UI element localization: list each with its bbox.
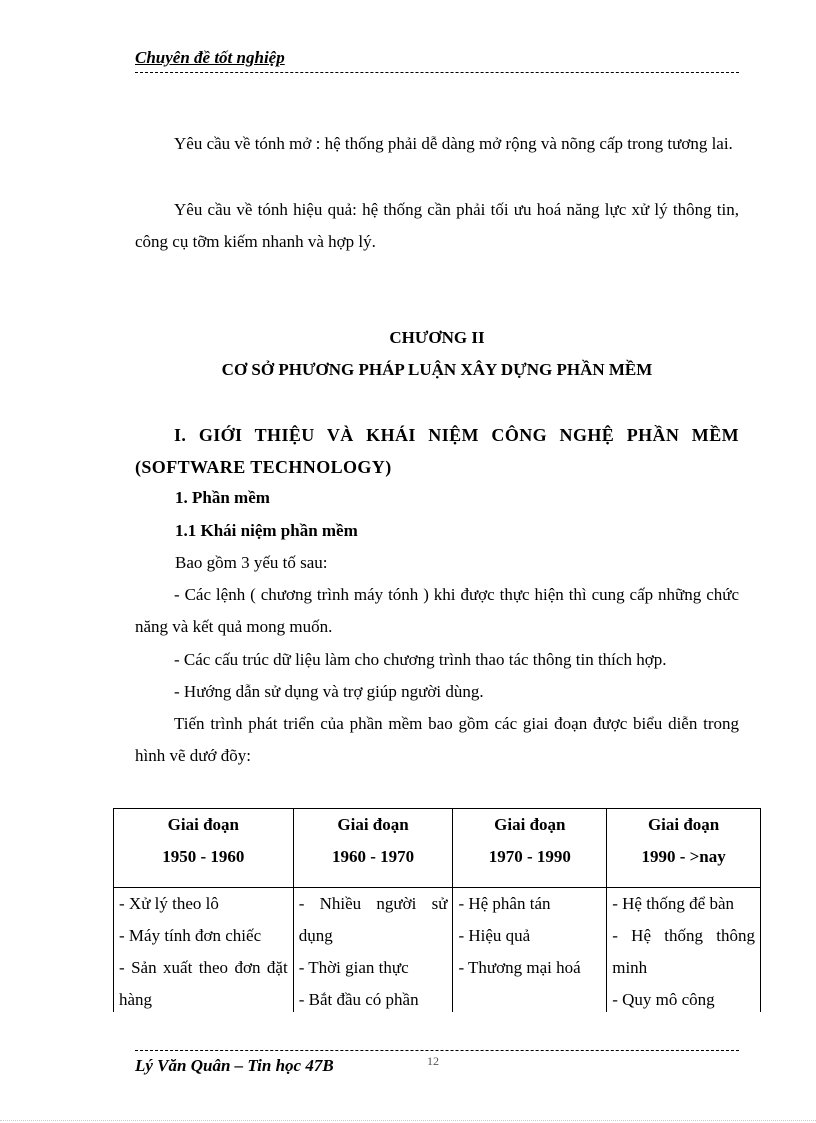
header-title: Chuyên đề tốt nghiệp <box>135 48 285 67</box>
table-header-row <box>114 809 761 888</box>
subheading-1: 1. Phần mềm <box>175 488 270 507</box>
page-edge-divider <box>0 1120 816 1121</box>
table-header-cell: Giai đoạn 1990 - >nay <box>607 809 761 888</box>
footer-divider <box>135 1050 739 1051</box>
subheading-1-1: 1.1 Khái niệm phần mềm <box>175 521 358 540</box>
chapter-number: CHƯƠNG II <box>389 328 485 347</box>
page-break-mask <box>113 1012 763 1052</box>
table-cell: - Nhiều người sử dụng - Thời gian thực - Bắt đầu có phần <box>293 888 453 1017</box>
table-header-cell: Giai đoạn 1970 - 1990 <box>453 809 607 888</box>
list-item-1: - Các lệnh ( chương trình máy tónh ) khi được thực hiện thì cung cấp những chức năng và kết quả mong muốn. <box>135 585 739 636</box>
page-footer <box>135 1056 739 1078</box>
table-cell: - Hệ phân tán - Hiệu quả - Thương mại hoá <box>453 888 607 1017</box>
process-paragraph: Tiến trình phát triển của phần mềm bao gồm các giai đoạn được biểu diễn trong hình vẽ dướ đõy: <box>135 714 739 765</box>
table-header-cell: Giai đoạn 1950 - 1960 <box>114 809 294 888</box>
page-header <box>135 48 739 73</box>
page-number: 12 <box>427 1054 439 1068</box>
chapter-title: CƠ SỞ PHƯƠNG PHÁP LUẬN XÂY DỰNG PHẦN MỀM <box>221 360 653 379</box>
intro-line: Bao gồm 3 yếu tố sau: <box>175 553 328 572</box>
list-item-3: - Hướng dẫn sử dụng và trợ giúp người dùng. <box>174 682 484 701</box>
table-row <box>114 888 761 1017</box>
table-cell: - Xử lý theo lô - Máy tính đơn chiếc - Sản xuất theo đơn đặt hàng <box>114 888 294 1017</box>
stages-table <box>113 808 761 1017</box>
list-item-2: - Các cấu trúc dữ liệu làm cho chương trình thao tác thông tin thích hợp. <box>174 650 667 669</box>
intro-paragraph-1: Yêu cầu về tónh mở : hệ thống phải dễ dàng mở rộng và nõng cấp trong tương lai. <box>174 134 733 153</box>
table-header-cell: Giai đoạn 1960 - 1970 <box>293 809 453 888</box>
footer-author: Lý Văn Quân – Tin học 47B <box>135 1056 334 1075</box>
intro-paragraph-2: Yêu cầu về tónh hiệu quả: hệ thống cần phải tối ưu hoá năng lực xử lý thông tin, công cụ tỡm kiếm nhanh và hợp lý. <box>135 200 739 251</box>
section-heading: I. GIỚI THIỆU VÀ KHÁI NIỆM CÔNG NGHỆ PHẦN MỀM (SOFTWARE TECHNOLOGY) <box>135 425 739 477</box>
table-cell: - Hệ thống để bàn - Hệ thống thông minh - Quy mô công <box>607 888 761 1017</box>
